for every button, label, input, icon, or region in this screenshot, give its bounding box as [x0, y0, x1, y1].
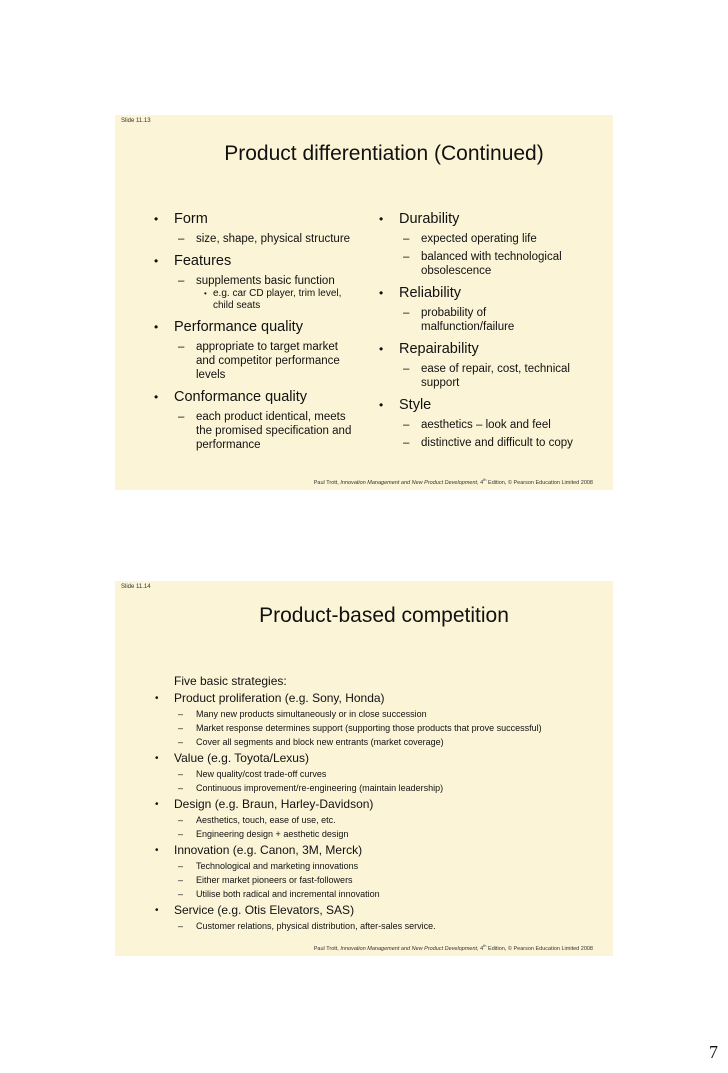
sub-bullet-item: – balanced with technological [377, 250, 573, 264]
strategy-item: • Design (e.g. Braun, Harley-Davidson) [152, 796, 542, 813]
sub-bullet-item: levels [196, 369, 226, 381]
footer-author: Paul Trott, [313, 946, 341, 952]
bullet-list [152, 673, 542, 933]
sub-bullet-item: – distinctive and difficult to copy [377, 436, 573, 450]
footer-publisher: Edition, © Pearson Education Limited 2008 [486, 480, 593, 486]
strategy-detail: – Continuous improvement/re-engineering (maintain leadership) [152, 781, 542, 795]
strategy-detail: – Either market pioneers or fast-followers [152, 873, 542, 887]
strategy-item: • Service (e.g. Otis Elevators, SAS) [152, 902, 542, 919]
slide-title: Product-based competition [259, 604, 509, 627]
slide-number: Slide 11.13 [121, 118, 151, 124]
left-bullet-column [152, 210, 351, 452]
right-bullet-column [377, 210, 573, 450]
bullet-item: • Repairability [377, 340, 573, 358]
strategy-detail: – Technological and marketing innovations [152, 859, 542, 873]
slide-11-14 [115, 581, 613, 956]
strategy-detail: – Engineering design + aesthetic design [152, 827, 542, 841]
slide-number: Slide 11.14 [121, 584, 151, 590]
sub-bullet-item: – expected operating life [377, 232, 573, 246]
strategy-item: • Value (e.g. Toyota/Lexus) [152, 750, 542, 767]
slide-11-13 [115, 115, 613, 490]
sub-bullet-item: – each product identical, meets [152, 410, 351, 424]
sub-bullet-item: – supplements basic function [152, 274, 351, 288]
strategy-detail: – Many new products simultaneously or in close succession [152, 707, 542, 721]
footer-publisher: Edition, © Pearson Education Limited 2008 [486, 946, 593, 952]
bullet-item: • Style [377, 396, 573, 414]
strategy-item: • Product proliferation (e.g. Sony, Honda) [152, 690, 542, 707]
sub-bullet-item: – aesthetics – look and feel [377, 418, 573, 432]
bullet-item: • Features [152, 252, 351, 270]
strategy-detail: – Market response determines support (supporting those products that prove successful) [152, 721, 542, 735]
sub-bullet-item: obsolescence [421, 265, 492, 277]
footer-edition-suffix: th [483, 477, 487, 483]
sub-sub-bullet-item: • e.g. car CD player, trim level, [152, 288, 351, 300]
sub-bullet-item: – size, shape, physical structure [152, 232, 351, 246]
bullet-item: • Form [152, 210, 351, 228]
strategy-detail: – New quality/cost trade-off curves [152, 767, 542, 781]
bullet-item: • Reliability [377, 284, 573, 302]
bullet-item: • Performance quality [152, 318, 351, 336]
footer-edition: , 4 [477, 946, 484, 952]
slide-footer [314, 477, 593, 486]
strategy-detail: – Aesthetics, touch, ease of use, etc. [152, 813, 542, 827]
slide-footer [314, 943, 593, 952]
sub-bullet-item: support [421, 377, 460, 389]
strategy-detail: – Customer relations, physical distribution, after-sales service. [152, 919, 542, 933]
strategy-item: • Innovation (e.g. Canon, 3M, Merck) [152, 842, 542, 859]
sub-bullet-item: the promised specification and [196, 425, 352, 437]
strategy-detail: – Cover all segments and block new entrants (market coverage) [152, 735, 542, 749]
sub-bullet-item: – probability of [377, 306, 573, 320]
page-number: 7 [709, 1042, 718, 1062]
footer-edition: , 4 [477, 480, 484, 486]
sub-bullet-item: – appropriate to target market [152, 340, 351, 354]
sub-bullet-item: and competitor performance [196, 355, 340, 367]
footer-author: Paul Trott, [313, 480, 341, 486]
footer-book-title: Innovation Management and New Product Development [340, 480, 478, 486]
sub-bullet-item: – ease of repair, cost, technical [377, 362, 573, 376]
intro-text: Five basic strategies: [174, 674, 287, 688]
sub-bullet-item: malfunction/failure [421, 321, 515, 333]
sub-bullet-item: performance [196, 439, 261, 451]
bullet-item: • Durability [377, 210, 573, 228]
slide-title: Product differentiation (Continued) [224, 142, 544, 165]
strategy-detail: – Utilise both radical and incremental innovation [152, 887, 542, 901]
sub-sub-bullet-item: child seats [213, 300, 261, 311]
footer-book-title: Innovation Management and New Product Development [340, 946, 478, 952]
bullet-item: • Conformance quality [152, 388, 351, 406]
footer-edition-suffix: th [483, 943, 487, 949]
